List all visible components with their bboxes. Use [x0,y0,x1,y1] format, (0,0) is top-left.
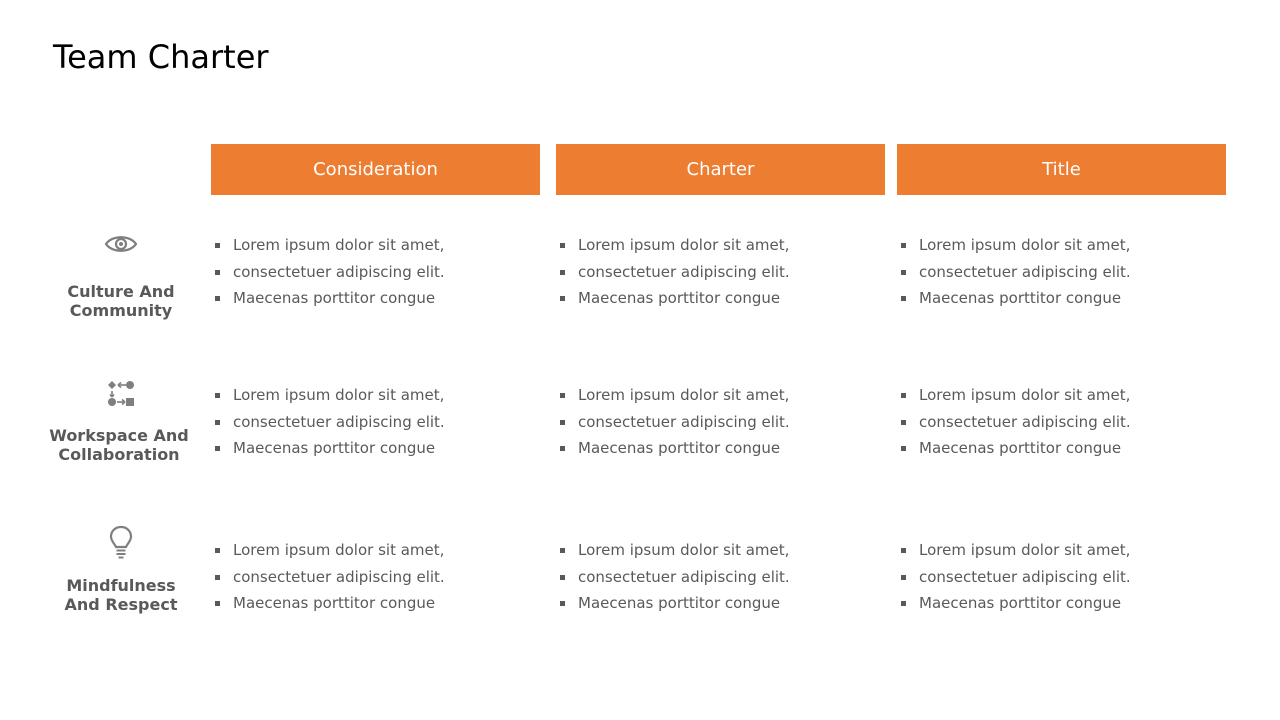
bullet-icon [215,393,220,398]
list-item [211,288,531,315]
bullet-icon [901,296,906,301]
bullet-icon [215,446,220,451]
row-label-line: Workspace And [49,426,189,445]
bullet-icon [560,296,565,301]
eye-icon [101,224,141,264]
bullet-icon [215,601,220,606]
cell-list [897,385,1217,465]
row-label-mindfulness [41,576,201,614]
cell-list [897,540,1217,620]
list-item-text: Maecenas porttitor congue [578,594,781,612]
list-item [897,412,1217,439]
row-label-line: And Respect [64,595,178,614]
bullet-icon [560,393,565,398]
list-item-text: Lorem ipsum dolor sit amet, [233,236,445,254]
list-item [211,438,531,465]
list-item [211,412,531,439]
list-item [556,288,876,315]
bullet-icon [560,243,565,248]
list-item [897,262,1217,289]
row-label-line: Mindfulness [66,576,176,595]
list-item [556,385,876,412]
list-item-text: Lorem ipsum dolor sit amet, [233,541,445,559]
list-item-text: Lorem ipsum dolor sit amet, [919,386,1131,404]
cell-list [897,235,1217,315]
list-item [897,288,1217,315]
list-item [897,593,1217,620]
list-item-text: Maecenas porttitor congue [233,439,436,457]
list-item-text: Maecenas porttitor congue [233,594,436,612]
cell-list [211,385,531,465]
list-item-text: Maecenas porttitor congue [919,439,1122,457]
list-item-text: consectetuer adipiscing elit. [578,567,790,586]
slide-title: Team Charter [53,38,269,76]
column-header-consideration: Consideration [211,144,540,195]
bullet-icon [901,420,906,425]
bullet-icon [901,575,906,580]
list-item [897,540,1217,567]
cell-list [556,235,876,315]
bullet-icon [901,243,906,248]
list-item-text: Maecenas porttitor congue [919,594,1122,612]
list-item-text: consectetuer adipiscing elit. [919,262,1131,281]
bullet-icon [560,270,565,275]
bullet-icon [215,243,220,248]
list-item-text: Lorem ipsum dolor sit amet, [578,236,790,254]
list-item-text: consectetuer adipiscing elit. [233,262,445,281]
bullet-icon [901,548,906,553]
bullet-icon [560,446,565,451]
list-item-text: consectetuer adipiscing elit. [919,567,1131,586]
column-header-charter: Charter [556,144,885,195]
cell-list [556,385,876,465]
list-item [556,593,876,620]
list-item [556,567,876,594]
row-label-line: Community [69,301,173,320]
workflow-icon [101,373,141,413]
list-item-text: Lorem ipsum dolor sit amet, [233,386,445,404]
bullet-icon [560,601,565,606]
bullet-icon [560,548,565,553]
bullet-icon [215,270,220,275]
list-item [556,412,876,439]
list-item-text: Lorem ipsum dolor sit amet, [919,541,1131,559]
bullet-icon [560,575,565,580]
list-item [556,235,876,262]
list-item [211,540,531,567]
bullet-icon [215,296,220,301]
bullet-icon [215,575,220,580]
list-item-text: consectetuer adipiscing elit. [233,567,445,586]
list-item-text: Maecenas porttitor congue [919,289,1122,307]
list-item-text: Lorem ipsum dolor sit amet, [919,236,1131,254]
list-item-text: consectetuer adipiscing elit. [919,412,1131,431]
column-header-title: Title [897,144,1226,195]
list-item-text: Lorem ipsum dolor sit amet, [578,386,790,404]
cell-list [556,540,876,620]
list-item [556,438,876,465]
lightbulb-icon [101,522,141,562]
row-label-line: Culture And [67,282,175,301]
bullet-icon [901,446,906,451]
bullet-icon [901,393,906,398]
bullet-icon [901,601,906,606]
bullet-icon [215,548,220,553]
list-item [897,438,1217,465]
list-item [211,262,531,289]
bullet-icon [901,270,906,275]
row-label-workspace [39,426,199,464]
list-item [211,235,531,262]
list-item [897,567,1217,594]
list-item-text: Maecenas porttitor congue [233,289,436,307]
list-item-text: Maecenas porttitor congue [578,439,781,457]
cell-list [211,235,531,315]
list-item [556,262,876,289]
row-label-culture [41,282,201,320]
list-item [211,593,531,620]
bullet-icon [215,420,220,425]
list-item-text: consectetuer adipiscing elit. [578,262,790,281]
row-label-line: Collaboration [58,445,180,464]
bullet-icon [560,420,565,425]
list-item-text: Lorem ipsum dolor sit amet, [578,541,790,559]
list-item-text: consectetuer adipiscing elit. [233,412,445,431]
list-item-text: consectetuer adipiscing elit. [578,412,790,431]
cell-list [211,540,531,620]
list-item [897,385,1217,412]
list-item [556,540,876,567]
list-item [897,235,1217,262]
list-item-text: Maecenas porttitor congue [578,289,781,307]
list-item [211,385,531,412]
list-item [211,567,531,594]
